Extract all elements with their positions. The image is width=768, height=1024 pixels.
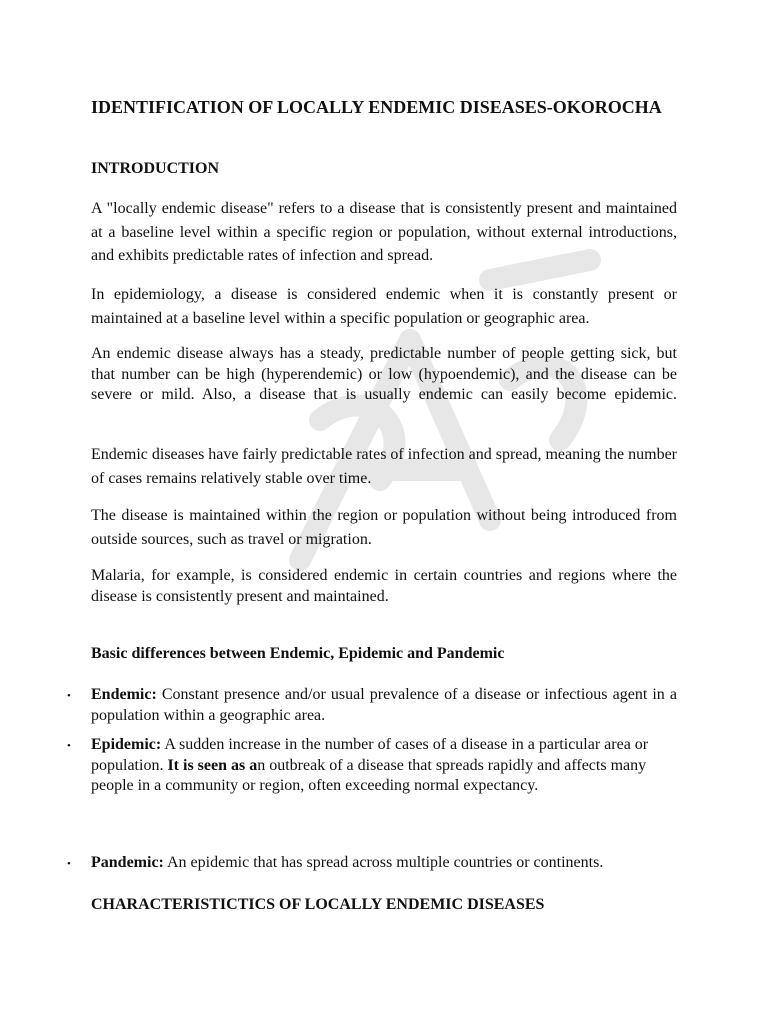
paragraph-endemic-levels: An endemic disease always has a steady, predictable number of people getting sick, but that number can be high (hyperendemic) or low (hypoendemic), and the disease can be severe or mild. Also, a disease that is usually endemic can easily become epidemic.	[91, 345, 677, 403]
definition-endemic: Constant presence and/or usual prevalence of a disease or infectious agent in a population within a geographic area.	[91, 686, 677, 724]
definition-pandemic: An epidemic that has spread across multiple countries or continents.	[163, 854, 604, 871]
term-pandemic: Pandemic:	[91, 854, 164, 871]
paragraph-malaria-example: Malaria, for example, is considered endemic in certain countries and regions where the disease is consistently present and maintained.	[91, 567, 677, 605]
document-title: IDENTIFICATION OF LOCALLY ENDEMIC DISEASES-OKOROCHA	[91, 97, 662, 117]
bullet-marker: •	[67, 858, 71, 870]
paragraph-maintained: The disease is maintained within the region or population without being introduced from outside sources, such as travel or migration.	[91, 507, 677, 548]
list-item-endemic	[91, 685, 677, 726]
paragraph-predictable-rates: Endemic diseases have fairly predictable rates of infection and spread, meaning the number of cases remains relatively stable over time.	[91, 446, 677, 487]
definition-epidemic-part-2: n outbreak of a disease that spreads rapidly and affects many people in a community or region, often exceeding normal expectancy.	[91, 756, 647, 794]
term-epidemic: Epidemic:	[91, 736, 162, 753]
term-endemic: Endemic:	[91, 686, 157, 703]
list-item-pandemic	[91, 853, 677, 874]
bullet-marker: •	[67, 740, 71, 752]
introduction-heading: INTRODUCTION	[91, 160, 220, 177]
paragraph-epidemiology: In epidemiology, a disease is considered endemic when it is constantly present or maintained at a baseline level within a specific population or geographic area.	[91, 286, 677, 327]
differences-heading: Basic differences between Endemic, Epidemic and Pandemic	[91, 645, 505, 662]
definition-epidemic-bold: It is seen as a	[167, 756, 258, 774]
characteristics-heading: CHARACTERISTICTICS OF LOCALLY ENDEMIC DISEASES	[91, 896, 545, 913]
bullet-marker: •	[67, 690, 71, 702]
definition-epidemic-part-1: A sudden increase in the number of cases of a disease in a particular area or population.	[91, 736, 649, 774]
paragraph-definition: A "locally endemic disease" refers to a disease that is consistently present and maintained at a baseline level within a specific region or population, without external introductions, and exhibits predictable rates of infection and spread.	[91, 200, 677, 264]
list-item-epidemic	[91, 735, 677, 797]
